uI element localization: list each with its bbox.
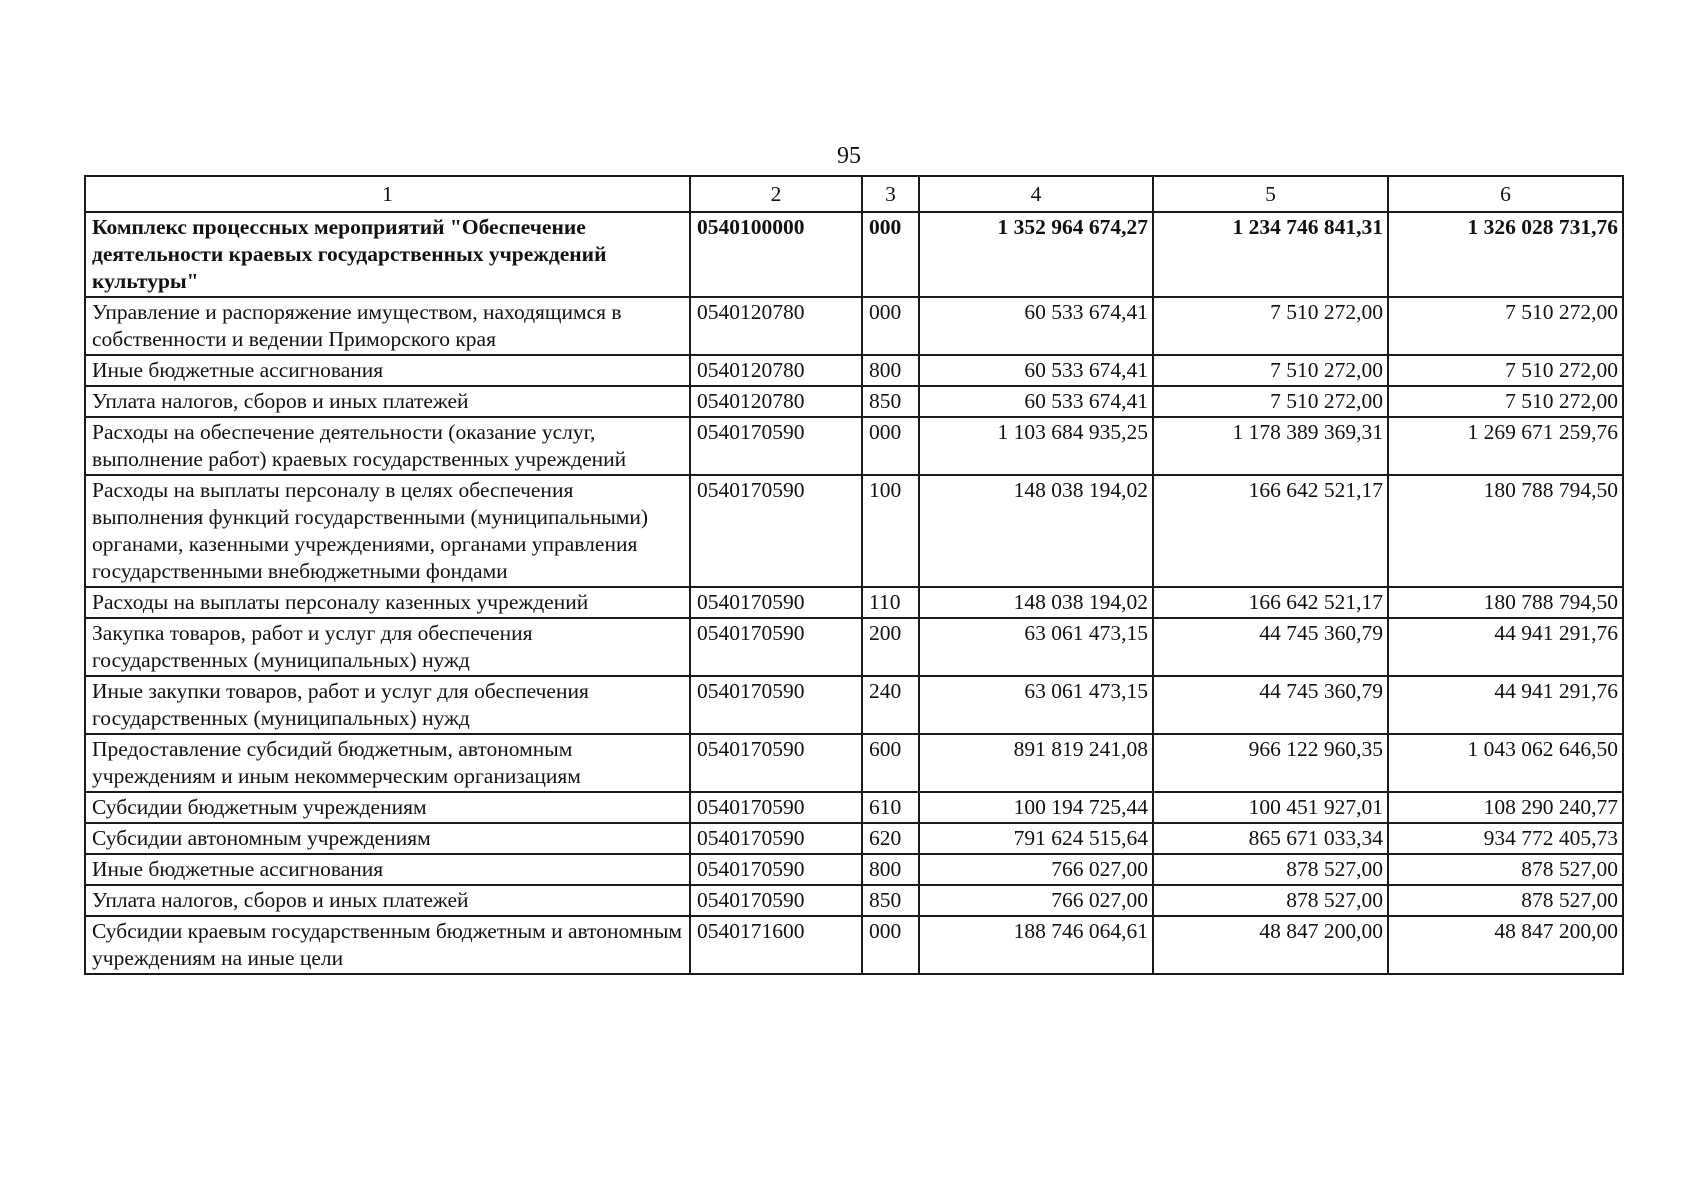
table-row bbox=[85, 734, 1623, 792]
amount-col6: 48 847 200,00 bbox=[1388, 916, 1623, 974]
amount-col5: 1 178 389 369,31 bbox=[1153, 417, 1388, 475]
header-row bbox=[85, 176, 1623, 212]
table-row bbox=[85, 386, 1623, 417]
amount-col5: 1 234 746 841,31 bbox=[1153, 212, 1388, 297]
amount-col6: 1 326 028 731,76 bbox=[1388, 212, 1623, 297]
target-code: 0540170590 bbox=[690, 823, 862, 854]
amount-col4: 1 103 684 935,25 bbox=[919, 417, 1153, 475]
amount-col6: 878 527,00 bbox=[1388, 885, 1623, 916]
expense-type-code: 000 bbox=[862, 297, 919, 355]
amount-col5: 7 510 272,00 bbox=[1153, 297, 1388, 355]
column-header: 3 bbox=[862, 176, 919, 212]
amount-col4: 766 027,00 bbox=[919, 854, 1153, 885]
item-name: Предоставление субсидий бюджетным, автономным учреждениям и иным некоммерческим организациям bbox=[85, 734, 690, 792]
amount-col4: 148 038 194,02 bbox=[919, 475, 1153, 587]
amount-col5: 865 671 033,34 bbox=[1153, 823, 1388, 854]
amount-col6: 44 941 291,76 bbox=[1388, 618, 1623, 676]
amount-col5: 44 745 360,79 bbox=[1153, 618, 1388, 676]
item-name: Иные закупки товаров, работ и услуг для обеспечения государственных (муниципальных) нужд bbox=[85, 676, 690, 734]
item-name: Уплата налогов, сборов и иных платежей bbox=[85, 386, 690, 417]
item-name: Расходы на обеспечение деятельности (оказание услуг, выполнение работ) краевых государственных учреждений bbox=[85, 417, 690, 475]
column-header: 5 bbox=[1153, 176, 1388, 212]
expense-type-code: 800 bbox=[862, 355, 919, 386]
amount-col6: 180 788 794,50 bbox=[1388, 475, 1623, 587]
amount-col4: 100 194 725,44 bbox=[919, 792, 1153, 823]
item-name: Иные бюджетные ассигнования bbox=[85, 854, 690, 885]
amount-col6: 180 788 794,50 bbox=[1388, 587, 1623, 618]
item-name: Расходы на выплаты персоналу казенных учреждений bbox=[85, 587, 690, 618]
amount-col4: 60 533 674,41 bbox=[919, 297, 1153, 355]
table-row bbox=[85, 212, 1623, 297]
expense-type-code: 850 bbox=[862, 885, 919, 916]
amount-col5: 48 847 200,00 bbox=[1153, 916, 1388, 974]
table-row bbox=[85, 297, 1623, 355]
target-code: 0540170590 bbox=[690, 885, 862, 916]
target-code: 0540170590 bbox=[690, 618, 862, 676]
item-name: Субсидии краевым государственным бюджетным и автономным учреждениям на иные цели bbox=[85, 916, 690, 974]
target-code: 0540170590 bbox=[690, 676, 862, 734]
amount-col6: 7 510 272,00 bbox=[1388, 297, 1623, 355]
expense-type-code: 620 bbox=[862, 823, 919, 854]
amount-col5: 7 510 272,00 bbox=[1153, 386, 1388, 417]
target-code: 0540170590 bbox=[690, 734, 862, 792]
amount-col4: 766 027,00 bbox=[919, 885, 1153, 916]
expense-type-code: 610 bbox=[862, 792, 919, 823]
amount-col4: 63 061 473,15 bbox=[919, 676, 1153, 734]
table-row bbox=[85, 676, 1623, 734]
expense-type-code: 100 bbox=[862, 475, 919, 587]
table-row bbox=[85, 792, 1623, 823]
column-header: 6 bbox=[1388, 176, 1623, 212]
item-name: Управление и распоряжение имуществом, находящимся в собственности и ведении Приморского края bbox=[85, 297, 690, 355]
table-row bbox=[85, 916, 1623, 974]
item-name: Уплата налогов, сборов и иных платежей bbox=[85, 885, 690, 916]
target-code: 0540120780 bbox=[690, 297, 862, 355]
target-code: 0540171600 bbox=[690, 916, 862, 974]
expense-type-code: 110 bbox=[862, 587, 919, 618]
target-code: 0540170590 bbox=[690, 587, 862, 618]
amount-col5: 7 510 272,00 bbox=[1153, 355, 1388, 386]
amount-col4: 791 624 515,64 bbox=[919, 823, 1153, 854]
table-row bbox=[85, 355, 1623, 386]
expense-type-code: 600 bbox=[862, 734, 919, 792]
table-row bbox=[85, 618, 1623, 676]
amount-col6: 878 527,00 bbox=[1388, 854, 1623, 885]
amount-col6: 7 510 272,00 bbox=[1388, 355, 1623, 386]
table-row bbox=[85, 885, 1623, 916]
amount-col5: 966 122 960,35 bbox=[1153, 734, 1388, 792]
column-header: 2 bbox=[690, 176, 862, 212]
target-code: 0540120780 bbox=[690, 355, 862, 386]
amount-col4: 148 038 194,02 bbox=[919, 587, 1153, 618]
target-code: 0540170590 bbox=[690, 417, 862, 475]
amount-col4: 60 533 674,41 bbox=[919, 355, 1153, 386]
expense-type-code: 000 bbox=[862, 417, 919, 475]
page-number: 95 bbox=[837, 143, 861, 169]
amount-col6: 1 043 062 646,50 bbox=[1388, 734, 1623, 792]
item-name: Иные бюджетные ассигнования bbox=[85, 355, 690, 386]
target-code: 0540170590 bbox=[690, 475, 862, 587]
item-name: Расходы на выплаты персоналу в целях обеспечения выполнения функций государственными (муниципальными) органами, казенными учреждениями, органами управления государственными внебюджетными фондами bbox=[85, 475, 690, 587]
amount-col5: 44 745 360,79 bbox=[1153, 676, 1388, 734]
amount-col6: 934 772 405,73 bbox=[1388, 823, 1623, 854]
amount-col4: 1 352 964 674,27 bbox=[919, 212, 1153, 297]
amount-col4: 188 746 064,61 bbox=[919, 916, 1153, 974]
expense-type-code: 800 bbox=[862, 854, 919, 885]
item-name: Комплекс процессных мероприятий "Обеспечение деятельности краевых государственных учреждений культуры" bbox=[85, 212, 690, 297]
amount-col4: 63 061 473,15 bbox=[919, 618, 1153, 676]
item-name: Субсидии бюджетным учреждениям bbox=[85, 792, 690, 823]
amount-col5: 100 451 927,01 bbox=[1153, 792, 1388, 823]
amount-col6: 7 510 272,00 bbox=[1388, 386, 1623, 417]
table-row bbox=[85, 854, 1623, 885]
target-code: 0540120780 bbox=[690, 386, 862, 417]
item-name: Субсидии автономным учреждениям bbox=[85, 823, 690, 854]
target-code: 0540100000 bbox=[690, 212, 862, 297]
amount-col6: 1 269 671 259,76 bbox=[1388, 417, 1623, 475]
amount-col5: 878 527,00 bbox=[1153, 885, 1388, 916]
table-row bbox=[85, 475, 1623, 587]
table-row bbox=[85, 823, 1623, 854]
amount-col5: 166 642 521,17 bbox=[1153, 475, 1388, 587]
column-header: 4 bbox=[919, 176, 1153, 212]
target-code: 0540170590 bbox=[690, 854, 862, 885]
amount-col4: 891 819 241,08 bbox=[919, 734, 1153, 792]
amount-col6: 44 941 291,76 bbox=[1388, 676, 1623, 734]
item-name: Закупка товаров, работ и услуг для обеспечения государственных (муниципальных) нужд bbox=[85, 618, 690, 676]
amount-col4: 60 533 674,41 bbox=[919, 386, 1153, 417]
expense-type-code: 200 bbox=[862, 618, 919, 676]
table-row bbox=[85, 587, 1623, 618]
expense-type-code: 240 bbox=[862, 676, 919, 734]
expense-type-code: 000 bbox=[862, 212, 919, 297]
amount-col5: 166 642 521,17 bbox=[1153, 587, 1388, 618]
target-code: 0540170590 bbox=[690, 792, 862, 823]
budget-table bbox=[84, 175, 1624, 975]
expense-type-code: 000 bbox=[862, 916, 919, 974]
column-header: 1 bbox=[85, 176, 690, 212]
table-row bbox=[85, 417, 1623, 475]
expense-type-code: 850 bbox=[862, 386, 919, 417]
amount-col6: 108 290 240,77 bbox=[1388, 792, 1623, 823]
amount-col5: 878 527,00 bbox=[1153, 854, 1388, 885]
